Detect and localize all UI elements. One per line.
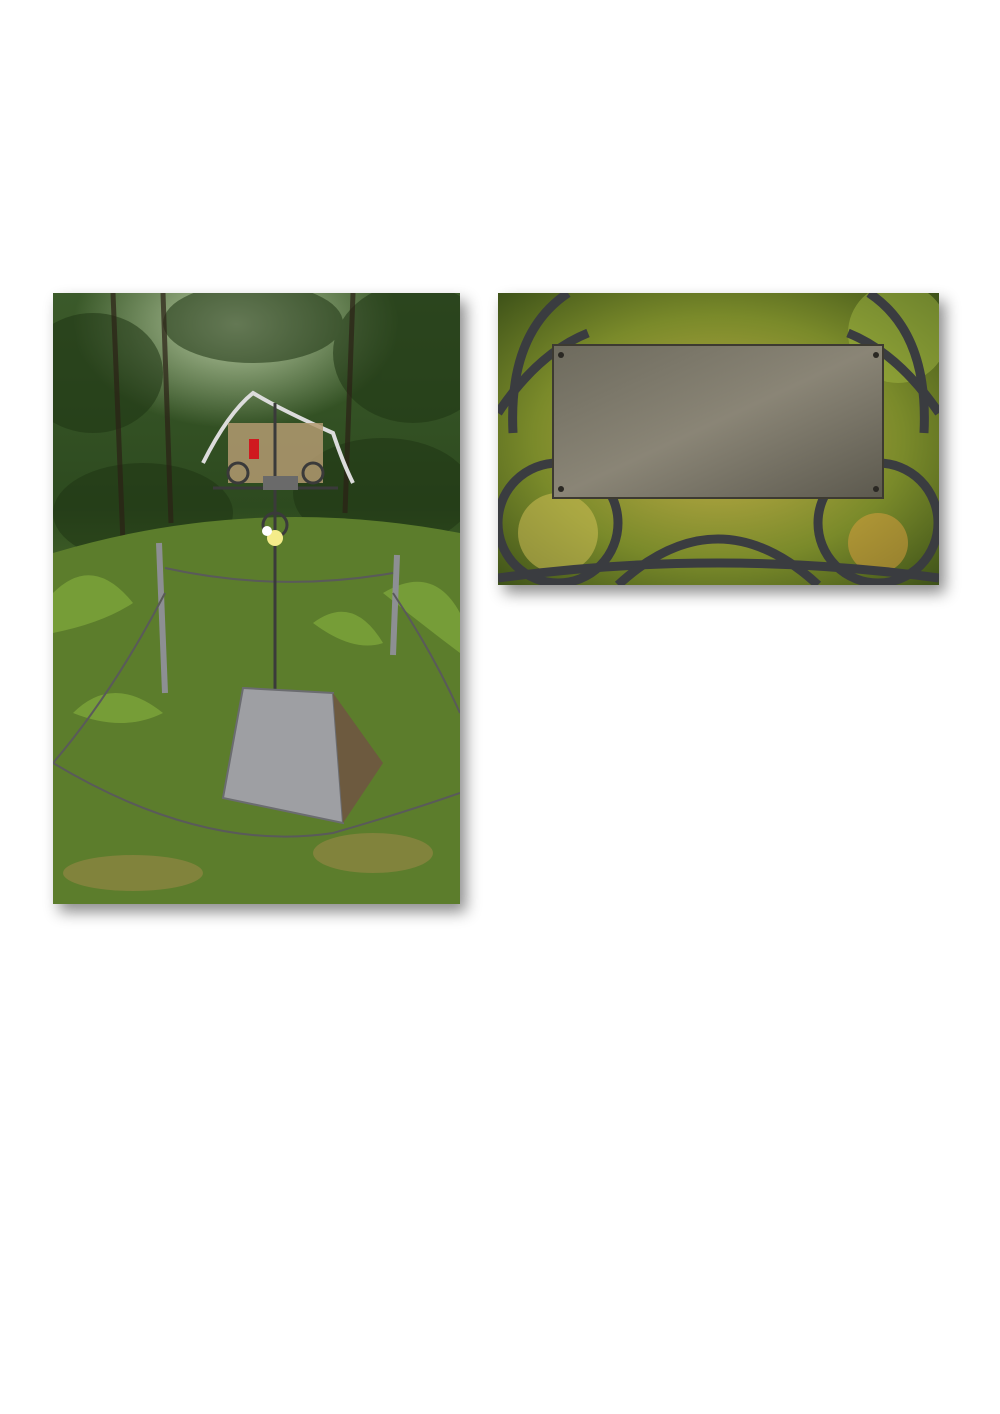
- body-text: [503, 604, 953, 618]
- monument-photo: [53, 293, 460, 904]
- plaque-photo: [498, 293, 939, 585]
